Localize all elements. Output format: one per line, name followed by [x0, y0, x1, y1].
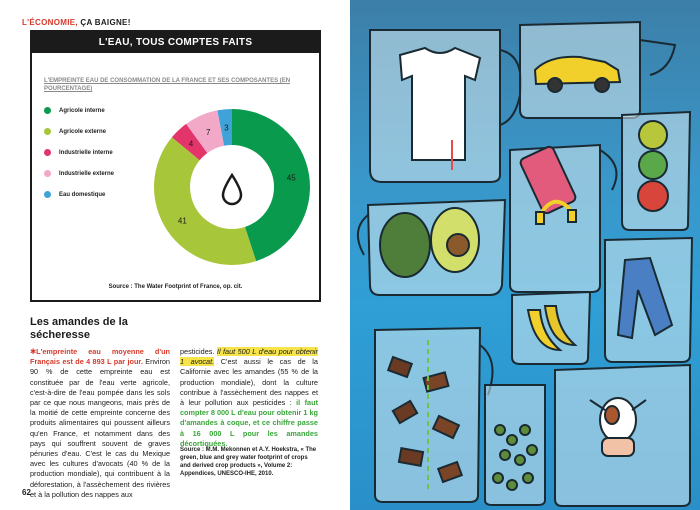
jug-jeans: [605, 238, 692, 362]
reference-note: Source : M.M. Mekonnen et A.Y. Hoekstra, « The green, blue and grey water footprint of crops and derived crop products », Volume 2: Appendices, UNESCO-IHE, 2010.: [180, 447, 317, 477]
slice-label: 3: [224, 123, 229, 133]
jug-phone: [510, 145, 616, 292]
slice-label: 7: [205, 127, 211, 137]
avocado-highlight: Il faut 500 L d'eau pour obtenir 1 avocat.: [180, 347, 318, 367]
article-body-2: C'est aussi le cas de la Californie avec les amandes (55 % de la production mondiale), dont la culture contribue à l'assèchement des nappes et à leur pollution aux pesticides :: [180, 357, 318, 408]
legend-swatch: [44, 149, 51, 156]
kicker-part2: ÇA BAIGNE!: [77, 18, 131, 27]
jug-coffee: [485, 385, 545, 505]
almond-highlight: il faut compter 8 000 L d'eau pour obtenir 1 kg d'amandes à coque, et ce chiffre passe à 16 000 L pour les amandes décortiquées.: [180, 398, 319, 448]
jug-car: [520, 22, 675, 118]
jug-apples: [622, 112, 690, 230]
slice-label: 4: [188, 139, 194, 149]
legend-item: [44, 107, 105, 114]
legend-item: [44, 149, 113, 156]
section-kicker: [22, 18, 131, 27]
legend-swatch: [44, 191, 51, 198]
kicker-part1: L'ÉCONOMIE,: [22, 18, 78, 27]
jug-tshirt: [370, 30, 521, 182]
illustration-page: [350, 0, 700, 510]
legend-item: [44, 128, 106, 135]
article-body-1: Environ 90 % de cette empreinte eau est constituée par de l'eau verte agricole, c'est-à-dire de l'eau pompée dans les sols par ce que nous mangeons, mais près de la moitié de cette empreinte concerne des produits alimentaires qui poussent ailleurs qu'en France, et notamment dans des pays qui souffrent souvent de graves pénuries d'eau. C'est le cas du Mexique avec les cultures d'avocats (40 % de la production mondiale), qui contribuent à la déforestation, à l'assèchement des rivières et à la pollution des nappes aux: [30, 357, 170, 499]
chart-box: [30, 30, 321, 302]
legend-item: [44, 191, 105, 198]
chart-subtitle: L'EMPREINTE EAU DE CONSOMMATION DE LA FRANCE ET SES COMPOSANTES (EN POURCENTAGE): [44, 78, 291, 92]
legend-swatch: [44, 170, 51, 177]
legend-label: Industrielle interne: [59, 149, 113, 156]
legend-swatch: [44, 107, 51, 114]
bullet-icon: ✱: [30, 347, 37, 356]
donut-chart: [152, 107, 312, 267]
article-body-2-start: pesticides.: [180, 347, 217, 356]
slice-label: 41: [177, 216, 187, 226]
chart-source: Source : The Water Footprint of France, op. cit.: [108, 284, 243, 290]
article-column-2: [180, 347, 318, 449]
chart-title: L'EAU, TOUS COMPTES FAITS: [32, 32, 319, 53]
article-title: Les amandes de la sécheresse: [30, 316, 128, 341]
water-drop-icon: [223, 175, 241, 204]
article-lead: L'empreinte eau moyenne d'un Français est de 4 893 L par jour.: [30, 347, 170, 367]
measuring-jugs-illustration: [350, 0, 700, 510]
jug-cow: [555, 365, 690, 506]
article-column-1: [30, 347, 170, 500]
legend-item: [44, 170, 114, 177]
jug-chocolate: [375, 328, 493, 502]
page-number: 62: [22, 488, 31, 497]
legend-label: Agricole externe: [59, 128, 107, 135]
legend-swatch: [44, 128, 51, 135]
jug-avocado: [358, 200, 505, 295]
legend-label: Industrielle externe: [59, 170, 115, 177]
jug-bananas: [512, 292, 590, 364]
slice-label: 45: [286, 173, 296, 183]
apples-icon: [638, 121, 668, 211]
donut-slice: [154, 137, 256, 265]
legend-label: Agricole interne: [59, 107, 105, 114]
legend-label: Eau domestique: [59, 191, 106, 198]
